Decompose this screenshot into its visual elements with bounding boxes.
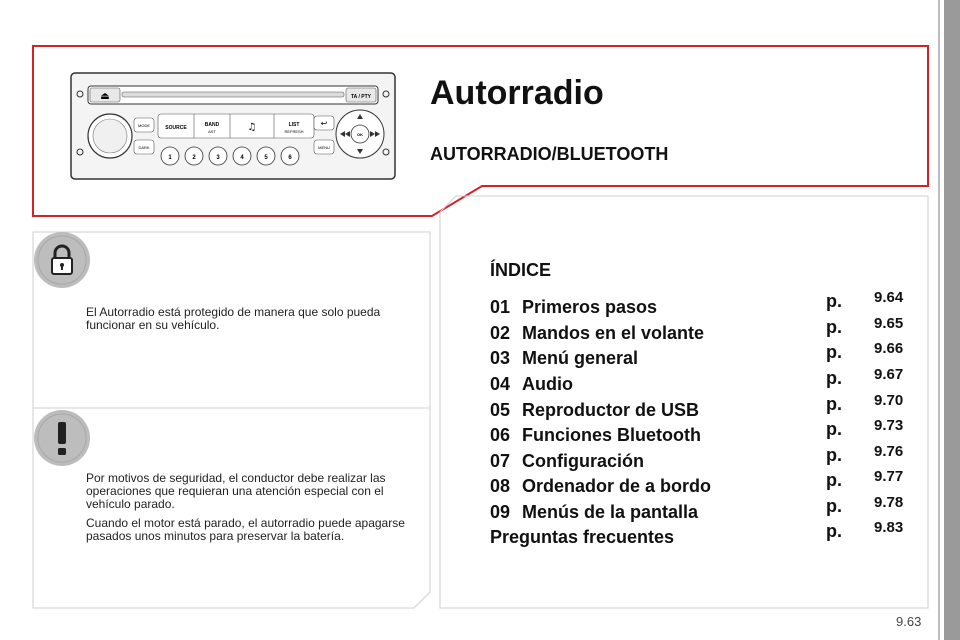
toc-entry-09[interactable] [490,494,910,528]
back-icon: ↩ [320,119,328,128]
toc-page-number: 9.66 [874,340,904,357]
note-warning-paragraph-2: Cuando el motor está parado, el autorradio puede apagarse pasados unos minutos para preservar la batería. [86,516,405,543]
preset-5-label: 5 [264,155,268,161]
note-lock-paragraph: El Autorradio está protegido de manera que solo pueda funcionar en su vehículo. [86,305,381,332]
toc-entry-02[interactable] [490,315,910,349]
toc-page-number: 9.70 [874,392,904,409]
toc-number: 04 [490,374,511,394]
eject-button: ⏏ [100,91,110,102]
toc-page-prefix: p. [826,317,842,337]
note-warning-text [86,472,416,549]
toc-title: Reproductor de USB [522,400,700,420]
list-button: LIST [288,122,300,128]
preset-1-label: 1 [168,155,172,161]
toc-page-prefix: p. [826,394,842,414]
band-sub-label: AST [208,129,216,134]
toc-title: Mandos en el volante [522,323,705,343]
toc-entry-07[interactable] [490,443,910,477]
toc-entry-03[interactable] [490,340,910,374]
page-title: Autorradio [430,74,604,112]
toc-page-number: 9.83 [874,519,904,536]
toc-page-number: 9.76 [874,443,904,460]
toc-title: Preguntas frecuentes [490,527,675,547]
sidebar-bar [944,0,960,640]
toc-entry-04[interactable] [490,366,910,400]
dark-button: DARK [138,145,150,150]
toc-entry-01[interactable] [490,289,910,323]
toc-entry-05[interactable] [490,392,910,426]
toc-number: 01 [490,297,511,317]
toc-number: 09 [490,502,511,522]
note-warning-paragraph-1: Por motivos de seguridad, el conductor debe realizar las operaciones que requieran una atención especial con el vehículo parado. [86,471,386,511]
toc-page-prefix: p. [826,521,842,541]
toc-number: 02 [490,323,511,343]
music-note-icon: ♫ [247,122,257,133]
lock-icon [34,232,90,288]
toc-page-prefix: p. [826,445,842,465]
toc-number: 05 [490,400,511,420]
toc-title: Menú general [522,348,639,368]
ta-pty-button: TA / PTY [351,94,371,100]
warning-icon [34,410,90,466]
toc-number: 06 [490,425,511,445]
toc-page-number: 9.73 [874,417,904,434]
preset-6-label: 6 [288,155,292,161]
radio-faceplate-illustration [70,72,396,180]
ok-button: OK [357,132,363,137]
toc-page-prefix: p. [826,291,842,311]
toc-title: Ordenador de a bordo [522,476,712,496]
toc-number: 03 [490,348,511,368]
toc-page-prefix: p. [826,470,842,490]
source-button: SOURCE [165,125,187,131]
toc-page-number: 9.77 [874,468,904,485]
preset-3-label: 3 [216,155,220,161]
toc-number: 08 [490,476,511,496]
toc-number: 07 [490,451,511,471]
toc-title: Menús de la pantalla [522,502,699,522]
toc-entry-06[interactable] [490,417,910,451]
index-heading: ÍNDICE [490,260,552,280]
page-number: 9.63 [896,614,922,629]
toc-page-number: 9.67 [874,366,904,383]
band-button: BAND [204,122,220,128]
toc-title: Configuración [522,451,644,471]
toc-entry-faq[interactable] [490,519,910,553]
toc-page-number: 9.65 [874,315,904,332]
list-sub-label: REFRESH [284,129,304,134]
preset-2-label: 2 [192,155,196,161]
toc-page-number: 9.64 [874,289,904,306]
toc-page-number: 9.78 [874,494,904,511]
toc-page-prefix: p. [826,342,842,362]
note-lock-text [86,306,416,338]
toc-entry-08[interactable] [490,468,910,502]
toc-title: Funciones Bluetooth [522,425,701,445]
toc-page-prefix: p. [826,368,842,388]
menu-button: MENU [318,145,330,150]
mode-button: MODE [138,123,150,128]
page-subtitle: AUTORRADIO/BLUETOOTH [430,144,669,164]
toc-page-prefix: p. [826,496,842,516]
sidebar-divider [938,0,940,640]
preset-4-label: 4 [240,155,244,161]
toc-page-prefix: p. [826,419,842,439]
toc-title: Primeros pasos [522,297,658,317]
toc-title: Audio [522,374,573,394]
